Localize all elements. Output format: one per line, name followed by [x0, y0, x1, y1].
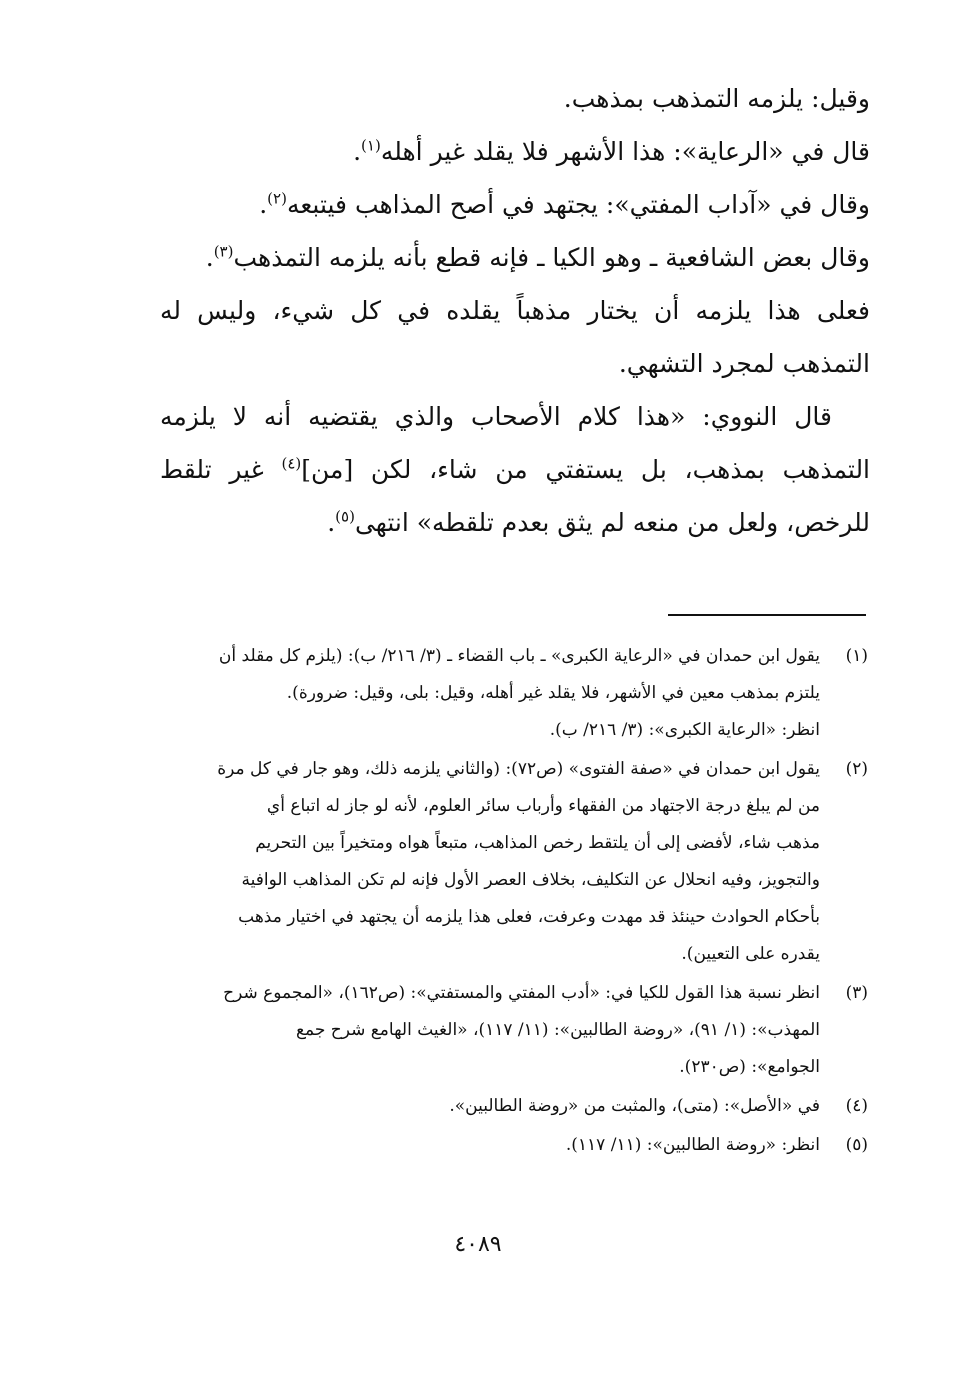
footnotes: [168, 638, 868, 1166]
footnote-ref[interactable]: (٥): [335, 507, 355, 526]
footnote-text: في «الأصل»: (متى)، والمثبت من «روضة الطالبين».: [449, 1096, 820, 1116]
footnote-ref[interactable]: (٢): [267, 189, 287, 208]
footnote-1: [168, 638, 868, 749]
footnote-text: يقول ابن حمدان في «الرعاية الكبرى» ـ باب القضاء ـ (٣/ ٢١٦/ ب): (يلزم كل مقلد أن يلتزم بمذهب معين في الأشهر، فلا يقلد غير أهله، وقيل: بلى، وقيل: ضرورة). انظر: «الرعاية الكبرى»: (٣/ ٢١٦/ ب).: [218, 646, 820, 740]
main-text: [160, 72, 870, 549]
footnote-number: (٥): [845, 1135, 868, 1155]
footnote-text: انظر نسبة هذا القول للكيا في: «أدب المفتي والمستفتي»: (ص١٦٢)، «المجموع شرح المهذب»: (١/ ٩١)، «روضة الطالبين»: (١١/ ١١٧)، «الغيث الهامع شرح جمع الجوامع»: (ص٢٣٠).: [223, 983, 820, 1077]
footnote-2: [168, 751, 868, 973]
paragraph: قال في «الرعاية»: هذا الأشهر فلا يقلد غير أهله$^{(١)}$.: [353, 136, 870, 166]
paragraph: وقال في «آداب المفتي»: يجتهد في أصح المذاهب فيتبعه$^{(٢)}$.: [259, 189, 870, 219]
footnote-5: [168, 1127, 868, 1164]
page-number: ٤٠٨٩: [454, 1232, 502, 1257]
footnote-number: (١): [845, 646, 868, 666]
footnote-4: [168, 1088, 868, 1125]
footnote-number: (٤): [845, 1096, 868, 1116]
footnote-separator: [668, 614, 866, 616]
footnote-3: [168, 975, 868, 1086]
paragraph: قال النووي: «هذا كلام الأصحاب والذي يقتضيه أنه لا يلزمه التمذهب بمذهب، بل يستفتي من شاء، لكن [من]$^{(٤)}$ غير تلقط للرخص، ولعل من منعه لم يثق بعدم تلقطه» انتهى$^{(٥)}$.: [160, 402, 871, 537]
footnote-ref[interactable]: (٣): [213, 242, 234, 261]
footnote-ref[interactable]: (١): [361, 136, 381, 155]
paragraph: فعلى هذا يلزمه أن يختار مذهباً يقلده في كل شيء، وليس له التمذهب لمجرد التشهي.: [160, 296, 870, 378]
paragraph: وقيل: يلزمه التمذهب بمذهب.: [563, 84, 870, 113]
footnote-number: (٣): [845, 983, 868, 1003]
footnote-number: (٢): [845, 759, 868, 779]
footnote-text: يقول ابن حمدان في «صفة الفتوى» (ص٧٢): (والثاني يلزمه ذلك، وهو جار في كل مرة من لم يبلغ درجة الاجتهاد من الفقهاء وأرباب سائر العلوم، لأنه لو جاز له اتباع أي مذهب شاء، لأفضى إلى أن يلتقط رخص المذاهب، متبعاً هواه ومتخيراً بين التحريم والتجويز، وفيه انحلال عن التكليف، بخلاف العصر الأول فإنه لم تكن المذاهب الوافية بأحكام الحوادث حينئذ قد مهدت وعرفت، فعلى هذا يلزمه أن يجتهد في اختيار مذهب يقدره على التعيين).: [217, 759, 820, 964]
paragraph: وقال بعض الشافعية ـ وهو الكيا ـ فإنه قطع بأنه يلزمه التمذهب$^{(٣)}$.: [205, 242, 870, 272]
footnote-text: انظر: «روضة الطالبين»: (١١/ ١١٧).: [565, 1135, 820, 1155]
footnote-ref[interactable]: (٤): [281, 454, 302, 473]
